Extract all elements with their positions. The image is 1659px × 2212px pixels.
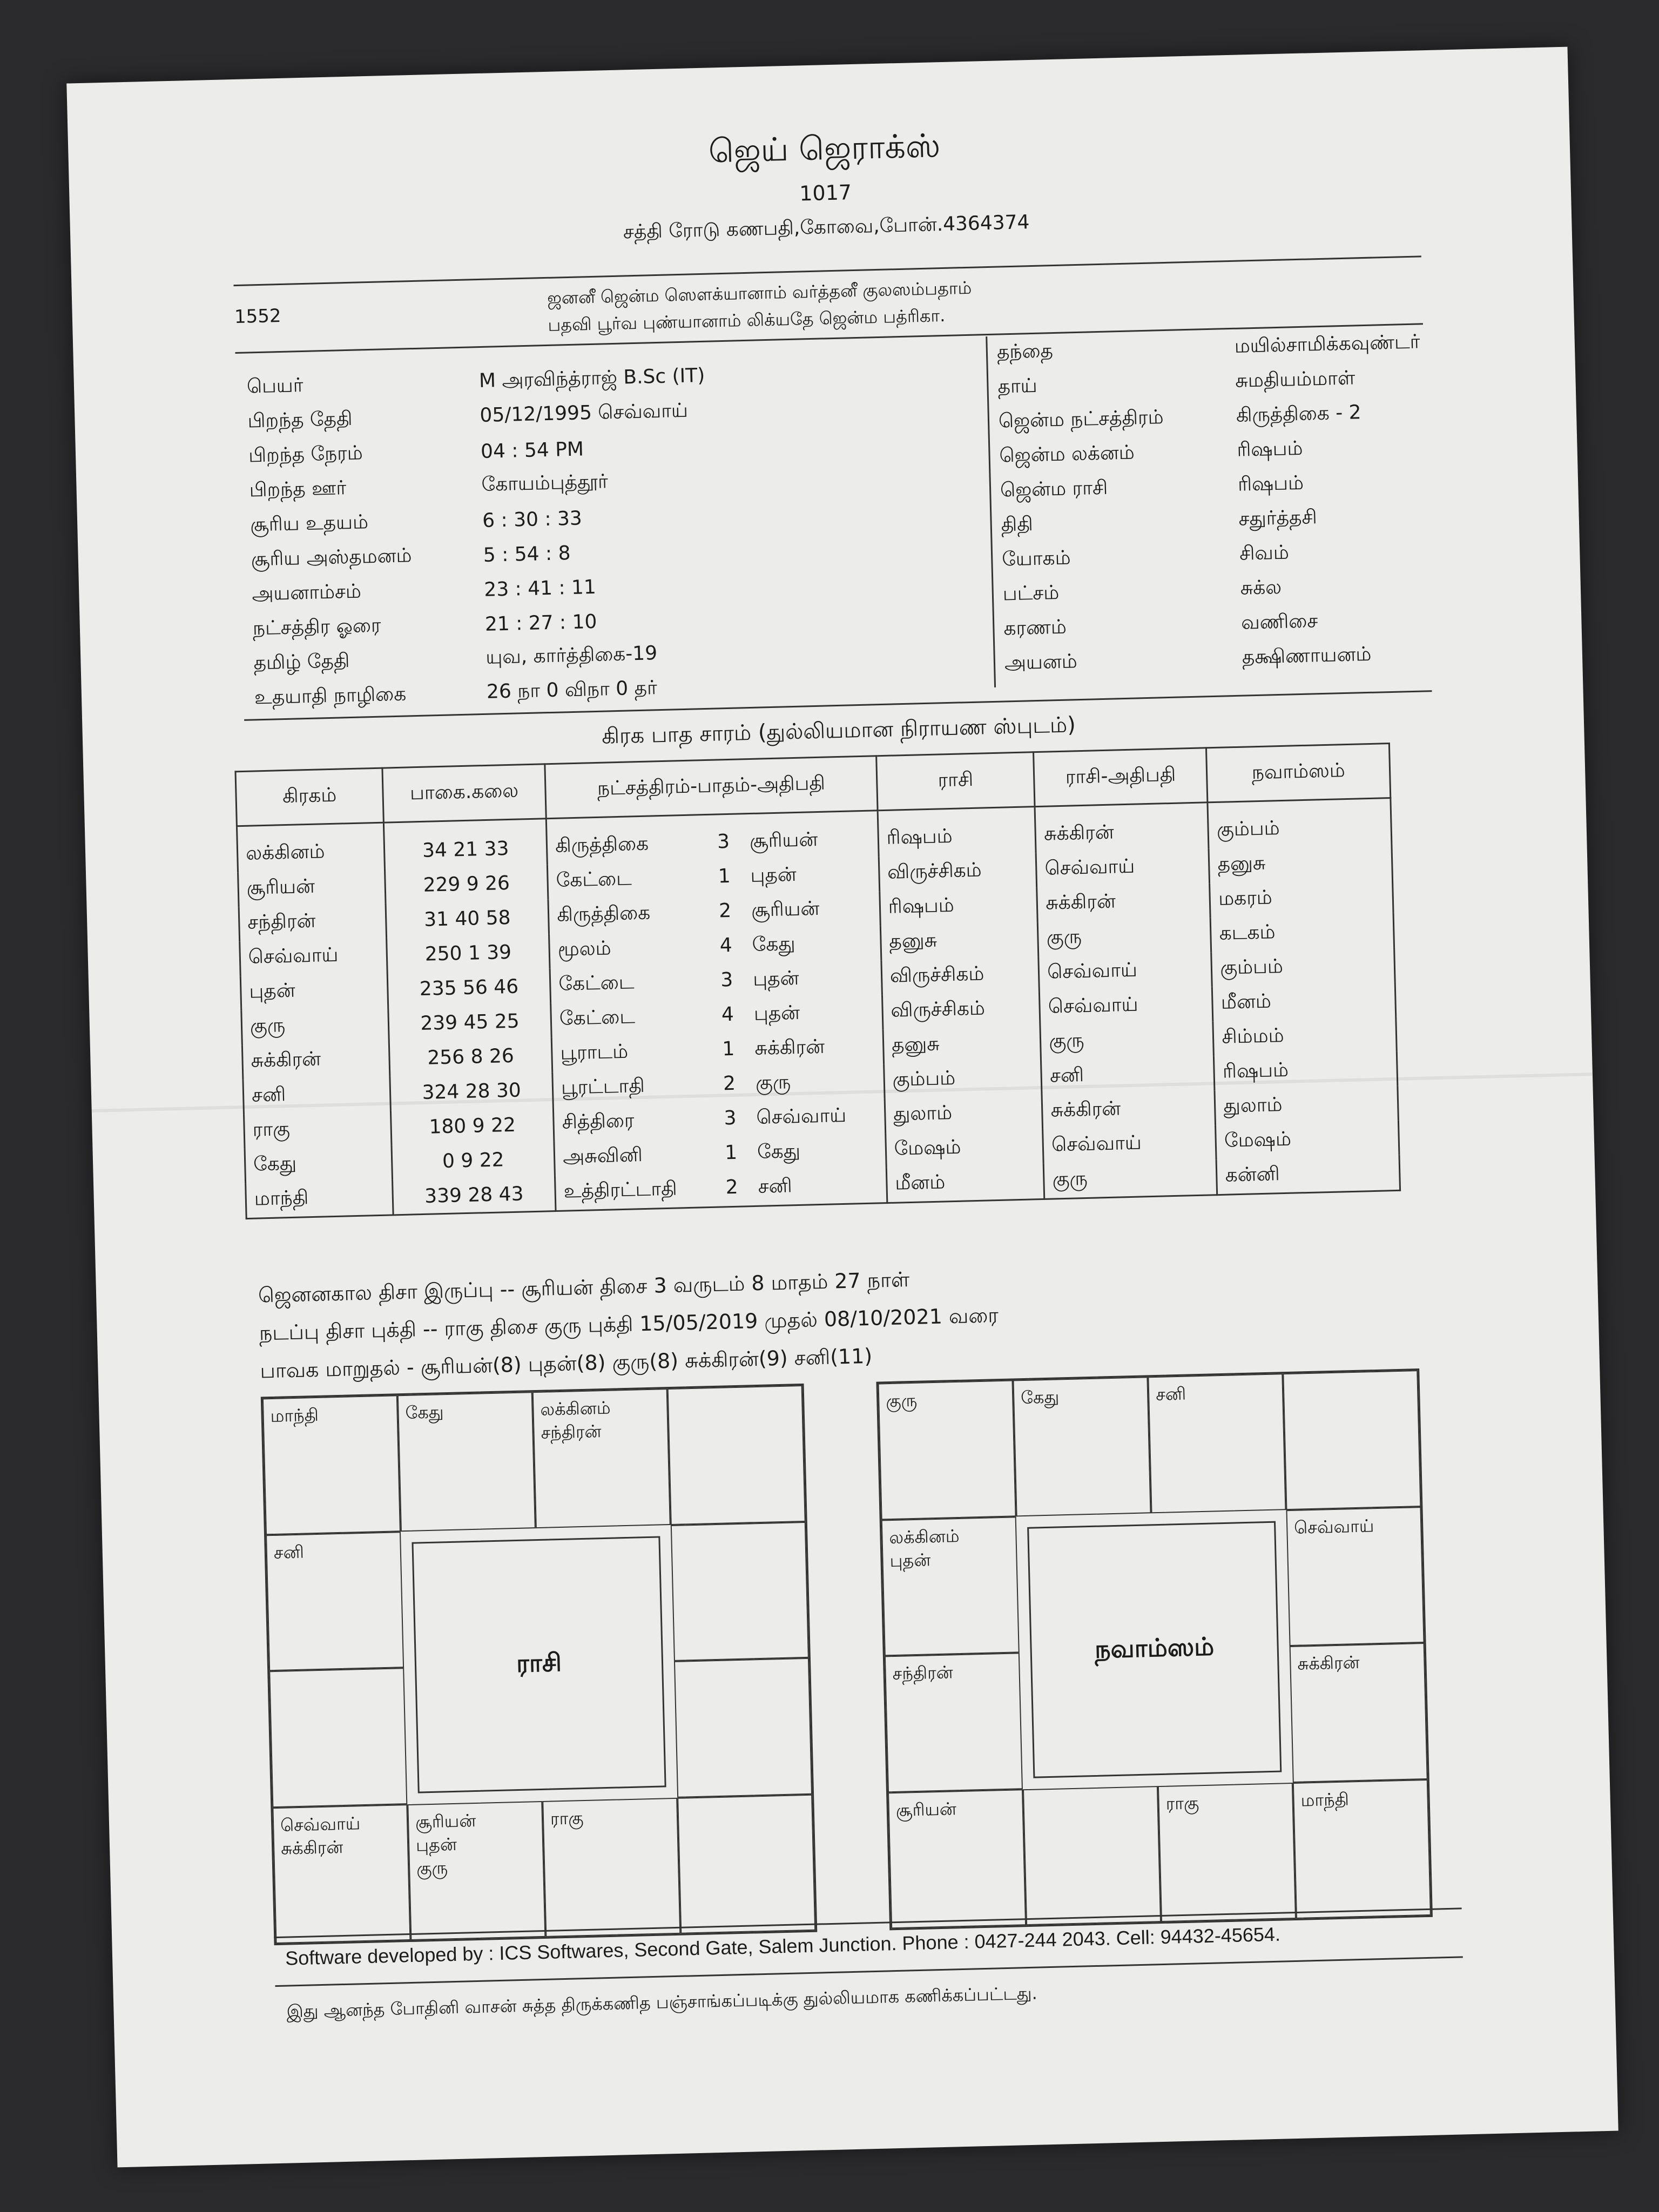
sloka-line-1: ஜனனீ ஜென்ம ஸௌக்யானாம் வர்த்தனீ குலஸம்பதாம்	[547, 277, 972, 308]
rasi-lord-cell: செவ்வாய்	[1036, 848, 1210, 887]
planet-cell: மாந்தி	[246, 1179, 394, 1218]
star-name: கேட்டை	[558, 971, 635, 995]
chart-house: ராகு	[1158, 1783, 1296, 1923]
bhava-change: பாவக மாறுதல் - சூரியன்(8) புதன்(8) குரு(8) சுக்கிரன்(9) சனி(11)	[260, 1344, 873, 1383]
column-header: நட்சத்திரம்-பாதம்-அதிபதி	[545, 756, 878, 819]
chart-house: சந்திரன்	[885, 1653, 1023, 1792]
pada-number: 2	[718, 899, 732, 922]
navamsa-cell: மகரம்	[1210, 879, 1393, 918]
planet-cell: புதன்	[240, 973, 388, 1011]
rasi-lord-cell: குரு	[1044, 1159, 1218, 1199]
navamsa-cell: ரிஷபம்	[1214, 1051, 1398, 1090]
navamsa-cell: கன்னி	[1216, 1155, 1400, 1195]
sloka-line-2: பதவி பூர்வ புண்யானாம் லிக்யதே ஜென்ம பத்ரிகா.	[547, 305, 946, 335]
pada-number: 4	[719, 934, 733, 957]
chart-title: ராசி	[412, 1536, 666, 1793]
rasi-lord-cell: சுக்கிரன்	[1042, 1090, 1216, 1129]
chart-house: குரு	[878, 1380, 1016, 1520]
chart-house	[667, 1385, 806, 1525]
detail-value: சுக்ல	[1240, 576, 1282, 599]
detail-label: பிறந்த ஊர்	[249, 477, 347, 502]
detail-value: 05/12/1995 செவ்வாய்	[480, 399, 689, 427]
rasi-cell: ரிஷபம்	[878, 807, 1036, 857]
rasi-lord-cell: குரு	[1038, 918, 1212, 956]
detail-label: தந்தை	[996, 340, 1054, 363]
star-lord: புதன்	[753, 1001, 800, 1025]
chart-house: கேது	[1013, 1377, 1151, 1516]
detail-value: 26 நா 0 விநா 0 தர்	[486, 677, 658, 703]
rasi-lord-cell: செவ்வாய்	[1040, 987, 1213, 1026]
degree-cell: 34 21 33	[383, 819, 547, 869]
planet-table-title: கிரக பாத சாரம் (துல்லியமான நிராயண ஸ்புடம்)	[601, 712, 1076, 749]
degree-cell: 339 28 43	[393, 1176, 556, 1215]
planet-table	[234, 743, 1401, 1219]
detail-label: தமிழ் தேதி	[253, 650, 350, 675]
chart-house: கேது	[397, 1392, 536, 1532]
pada-number: 1	[718, 865, 731, 888]
dasa-balance: ஜெனனகால திசா இருப்பு -- சூரியன் திசை 3 வருடம் 8 மாதம் 27 நாள்	[258, 1267, 910, 1307]
chart-house	[269, 1668, 407, 1808]
star-name: அசுவினி	[562, 1144, 643, 1168]
star-lord: சுக்கிரன்	[754, 1035, 825, 1060]
detail-value: 21 : 27 : 10	[484, 610, 597, 636]
chart-house: சூரியன்	[888, 1789, 1026, 1929]
column-header: ராசி-அதிபதி	[1034, 748, 1208, 807]
detail-label: நட்சத்திர ஓரை	[252, 614, 382, 640]
shop-number: 1017	[799, 180, 852, 206]
chart-house	[1023, 1786, 1161, 1926]
detail-value: 04 : 54 PM	[480, 437, 584, 463]
panchang-note: இது ஆனந்த போதினி வாசன் சுத்த திருக்கணித பஞ்சாங்கப்படிக்கு துல்லியமாக கணிக்கப்பட்டது.	[286, 1982, 1038, 2022]
chart-title: நவாம்ஸம்	[1027, 1521, 1282, 1778]
detail-label: சூரிய உதயம்	[249, 511, 369, 536]
navamsa-cell: மீனம்	[1212, 982, 1396, 1021]
star-lord: புதன்	[750, 863, 797, 887]
planet-cell: சந்திரன்	[239, 903, 386, 942]
pada-number: 4	[721, 1003, 734, 1026]
record-code: 1552	[234, 305, 281, 328]
rasi-cell: துலாம்	[885, 1095, 1043, 1133]
rasi-lord-cell: சுக்கிரன்	[1037, 883, 1211, 922]
detail-value: ரிஷபம்	[1237, 471, 1304, 496]
chart-house	[1283, 1370, 1421, 1510]
detail-value: வணிசை	[1240, 610, 1318, 634]
chart-house: மாந்தி	[262, 1395, 401, 1535]
chart-house: செவ்வாய்	[1286, 1507, 1424, 1647]
planet-cell: சூரியன்	[238, 869, 386, 907]
star-name: பூரட்டாதி	[561, 1074, 645, 1099]
chart-house: ராகு	[542, 1797, 680, 1937]
rasi-chart	[261, 1384, 818, 1945]
pada-number: 3	[717, 830, 730, 853]
detail-value: கோயம்புத்தூர்	[481, 470, 609, 496]
column-header: பாகை.கலை	[382, 764, 547, 822]
star-lord: சூரியன்	[749, 828, 818, 853]
detail-value: தக்ஷிணாயனம்	[1242, 643, 1372, 669]
rasi-cell: தனுசு	[883, 1026, 1041, 1064]
rasi-lord-cell: செவ்வாய்	[1038, 952, 1212, 991]
star-name: சித்திரை	[562, 1109, 635, 1134]
pada-number: 1	[724, 1141, 738, 1164]
navamsa-cell: துலாம்	[1215, 1086, 1398, 1125]
detail-value: மயில்சாமிக்கவுண்டர்	[1234, 331, 1420, 358]
chart-house: லக்கினம் புதன்	[881, 1516, 1020, 1656]
detail-label: பிறந்த தேதி	[247, 407, 353, 433]
detail-value: 6 : 30 : 33	[482, 507, 583, 532]
chart-house: சுக்கிரன்	[1290, 1643, 1428, 1783]
navamsa-cell: கும்பம்	[1208, 798, 1392, 849]
planet-cell: குரு	[241, 1007, 389, 1045]
star-lord: சூரியன்	[751, 897, 820, 922]
rasi-lord-cell: குரு	[1040, 1021, 1214, 1060]
degree-cell: 235 56 46	[387, 968, 551, 1007]
chart-house: சனி	[266, 1532, 404, 1671]
detail-label: யோகம்	[1001, 547, 1071, 571]
rasi-cell: ரிஷபம்	[880, 887, 1038, 926]
detail-value: கிருத்திகை - 2	[1236, 401, 1362, 427]
detail-value: யுவ, கார்த்திகை-19	[485, 642, 658, 669]
detail-label: பெயர்	[246, 374, 304, 398]
detail-value: M அரவிந்த்ராஜ் B.Sc (IT)	[478, 364, 705, 393]
current-dasa: நடப்பு திசா புக்தி -- ராகு திசை குரு புக்தி 15/05/2019 முதல் 08/10/2021 வரை	[259, 1303, 999, 1345]
planet-cell: ராகு	[244, 1110, 391, 1149]
rasi-lord-cell: செவ்வாய்	[1043, 1125, 1217, 1164]
degree-cell: 180 9 22	[390, 1107, 554, 1145]
rasi-cell: கும்பம்	[884, 1060, 1042, 1098]
detail-label: பிறந்த நேரம்	[248, 442, 363, 467]
star-name: கேட்டை	[559, 1006, 636, 1030]
pada-number: 3	[720, 968, 733, 992]
planet-cell: சுக்கிரன்	[242, 1041, 389, 1080]
horoscope-sheet	[66, 47, 1618, 2168]
detail-value: சிவம்	[1239, 541, 1290, 565]
star-lord: குரு	[755, 1071, 791, 1094]
star-cell	[546, 811, 879, 865]
degree-cell: 324 28 30	[390, 1072, 554, 1110]
star-cell	[555, 1168, 887, 1211]
rasi-cell: விருச்சிகம்	[882, 991, 1040, 1029]
navamsa-cell: சிம்மம்	[1213, 1017, 1397, 1056]
star-lord: கேது	[752, 933, 796, 956]
star-lord: கேது	[757, 1139, 801, 1163]
star-name: உத்திரட்டாதி	[563, 1177, 678, 1203]
rasi-lord-cell: சனி	[1041, 1056, 1215, 1095]
detail-label: கரணம்	[1003, 616, 1067, 640]
navamsa-cell: கும்பம்	[1211, 948, 1395, 987]
astro-details	[996, 325, 1491, 682]
planet-cell: லக்கினம்	[237, 822, 385, 872]
chart-house: செவ்வாய் சுக்கிரன்	[272, 1804, 410, 1944]
degree-cell: 229 9 26	[385, 865, 548, 903]
rasi-cell: மீனம்	[886, 1164, 1044, 1203]
chart-house	[674, 1658, 812, 1798]
navamsa-cell: மேஷம்	[1216, 1121, 1399, 1159]
detail-label: ஜென்ம லக்னம்	[999, 441, 1135, 467]
star-name: கேட்டை	[556, 867, 632, 892]
degree-cell: 31 40 58	[386, 899, 549, 938]
star-name: பூராடம்	[560, 1040, 629, 1064]
planet-cell: கேது	[245, 1145, 392, 1183]
column-header: ராசி	[876, 752, 1035, 811]
pada-number: 2	[723, 1072, 736, 1095]
degree-cell: 0 9 22	[392, 1141, 555, 1179]
rasi-cell: விருச்சிகம்	[881, 956, 1040, 995]
detail-label: உதயாதி நாழிகை	[254, 683, 407, 709]
chart-house: லக்கினம் சந்திரன்	[532, 1388, 671, 1528]
detail-value: சுமதியம்மாள்	[1235, 367, 1355, 392]
star-name: கிருத்திகை	[556, 901, 651, 926]
detail-label: தாய்	[997, 374, 1038, 398]
degree-cell: 256 8 26	[389, 1037, 552, 1076]
detail-label: அயனாம்சம்	[251, 580, 362, 605]
detail-value: ரிஷபம்	[1236, 437, 1303, 461]
chart-house	[677, 1794, 815, 1934]
star-name: மூலம்	[557, 937, 612, 961]
column-header: நவாம்ஸம்	[1206, 744, 1391, 802]
detail-label: பட்சம்	[1002, 581, 1060, 605]
star-name: கிருத்திகை	[555, 832, 649, 857]
navamsa-chart	[876, 1368, 1433, 1930]
shop-address: சத்தி ரோடு கணபதி,கோவை,போன்.4364374	[623, 211, 1030, 244]
detail-label: அயனம்	[1004, 650, 1078, 675]
pada-number: 3	[724, 1107, 737, 1130]
star-lord: சனி	[758, 1175, 793, 1198]
rasi-cell: தனுசு	[880, 922, 1038, 960]
navamsa-cell: தனுசு	[1209, 844, 1392, 883]
detail-label: ஜென்ம நட்சத்திரம்	[998, 406, 1164, 433]
rasi-cell: மேஷம்	[886, 1129, 1044, 1168]
navamsa-cell: கடகம்	[1211, 913, 1394, 952]
detail-value: சதுர்த்தசி	[1238, 506, 1318, 530]
degree-cell: 239 45 25	[388, 1003, 552, 1041]
degree-cell: 250 1 39	[387, 934, 550, 972]
chart-house: சூரியன் புதன் குரு	[407, 1800, 545, 1940]
detail-value: 5 : 54 : 8	[483, 542, 571, 567]
pada-number: 2	[725, 1176, 739, 1199]
chart-house: மாந்தி	[1293, 1779, 1431, 1919]
software-credit: Software developed by : ICS Softwares, Second Gate, Salem Junction. Phone : 0427-244 2043. Cell: 94432-45654.	[285, 1923, 1281, 1970]
rasi-lord-cell: சுக்கிரன்	[1035, 802, 1209, 853]
planet-cell: சனி	[243, 1076, 390, 1114]
birth-details	[246, 353, 1000, 717]
planet-cell: செவ்வாய்	[240, 938, 387, 976]
detail-label: சூரிய அஸ்தமனம்	[251, 544, 412, 571]
chart-house	[671, 1521, 809, 1661]
column-header: கிரகம்	[235, 768, 383, 826]
shop-title: ஜெய் ஜெராக்ஸ்	[708, 127, 941, 171]
pada-number: 1	[721, 1037, 735, 1061]
star-lord: செவ்வாய்	[756, 1104, 847, 1129]
rasi-cell: விருச்சிகம்	[879, 853, 1037, 891]
star-lord: புதன்	[752, 967, 799, 990]
detail-label: திதி	[1001, 513, 1034, 536]
detail-label: ஜென்ம ராசி	[1000, 476, 1108, 502]
detail-value: 23 : 41 : 11	[483, 576, 597, 601]
chart-house: சனி	[1148, 1373, 1286, 1513]
